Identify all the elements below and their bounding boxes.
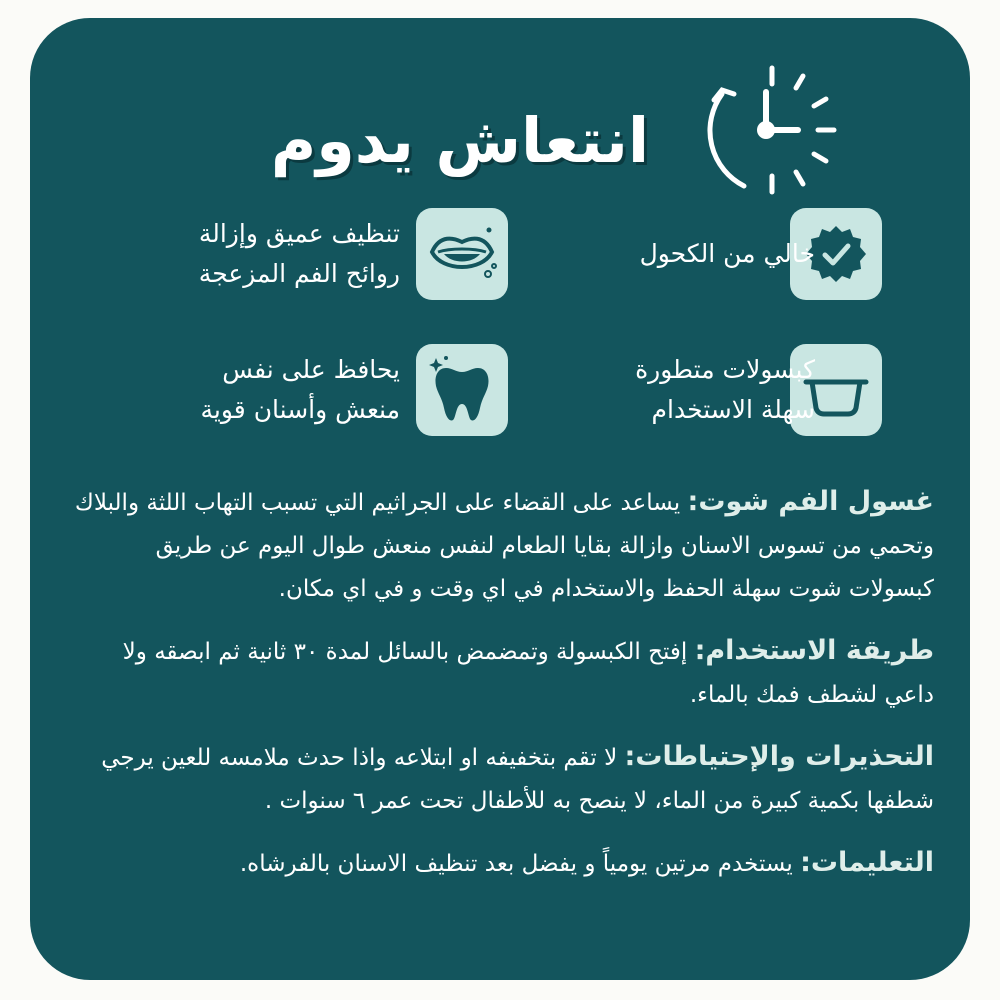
section-body: يستخدم مرتين يومياً و يفضل بعد تنظيف الاسنان بالفرشاه.: [239, 851, 801, 877]
mouth-icon: [416, 208, 508, 300]
feature-line2: روائح الفم المزعجة: [198, 259, 400, 288]
section-body: إفتح الكبسولة وتمضمض بالسائل لمدة ٣٠ ثانية ثم ابصقه ولا داعي لشطف فمك بالماء.: [122, 639, 934, 708]
section-body: يساعد على القضاء على الجراثيم التي تسبب التهاب اللثة والبلاك وتحمي من تسوس الاسنان وازالة بقايا الطعام لنفس منعش طوال اليوم عن طريق كبسولات شوت سهلة الحفظ والاستخدام في اي وقت و في اي مكان.: [74, 490, 934, 602]
feature-line2: منعش وأسنان قوية: [200, 395, 400, 424]
section-body: لا تقم بتخفيفه او ابتلاعه واذا حدث ملامسه للعين يرجي شطفها بكمية كبيرة من الماء، لا ينصح به للأطفال تحت عمر ٦ سنوات .: [101, 745, 934, 814]
feature-fresh-breath: [100, 344, 500, 440]
feature-line1: تنظيف عميق وإزالة: [198, 219, 400, 248]
feature-capsules: [560, 344, 960, 440]
description-block: [66, 480, 934, 904]
section-about: [66, 480, 934, 611]
tooth-icon: [416, 344, 508, 436]
section-instructions: [66, 841, 934, 886]
section-heading: التحذيرات والإحتياطات:: [624, 741, 934, 772]
clock-icon: [702, 60, 842, 200]
section-heading: التعليمات:: [800, 847, 934, 878]
info-card: [30, 18, 970, 980]
feature-line1: يحافظ على نفس: [222, 355, 400, 384]
feature-deep-clean: [100, 208, 500, 304]
section-usage: [66, 629, 934, 717]
feature-line1: كبسولات متطورة: [635, 355, 815, 384]
section-warnings: [66, 735, 934, 823]
feature-line2: سهلة الاستخدام: [651, 395, 815, 424]
feature-alcohol-free: [560, 208, 960, 304]
page-title: انتعاش يدوم: [270, 104, 650, 177]
feature-line1: خالي من الكحول: [639, 239, 815, 268]
section-heading: غسول الفم شوت:: [687, 486, 934, 517]
section-heading: طريقة الاستخدام:: [694, 635, 934, 666]
